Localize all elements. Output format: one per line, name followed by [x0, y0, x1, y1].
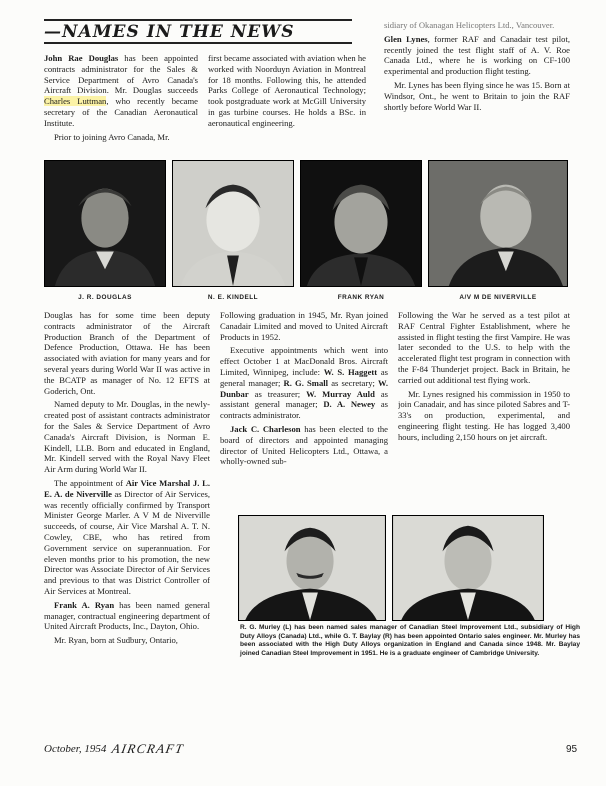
- douglas-paragraph: [44, 53, 198, 129]
- douglas-career-paragraph: first became associated with aviation when he worked with Noorduyn Aviation in Montreal for 18 months. Following this, he attended Parks College of Aeronautical Technology; took postgraduate work at McGill University in gas turbine courses. He holds a BSc. in aeronautical engineering.: [208, 53, 366, 128]
- de-niverville-intro: The appointment of: [54, 477, 126, 488]
- caption-douglas: J. R. DOUGLAS: [78, 294, 132, 301]
- caption-de-niverville: A/V M DE NIVERVILLE: [459, 294, 537, 301]
- haggett-role: as general manager;: [220, 366, 388, 388]
- photo-baylay-image: [393, 516, 543, 620]
- portrait-douglas-image: [45, 161, 165, 286]
- auld-name: W. Murray Auld: [306, 388, 375, 399]
- page-number: 95: [566, 744, 578, 755]
- douglas-background: Douglas has for some time been deputy contracts administrator of the Aircraft Production Branch of the Department of Defence Production, Ottawa. He has been associated with aviation for many years and for several years during World War II was active in the BCATP as manager of No. 12 EFTS at Goderich, Ont.: [44, 310, 210, 396]
- caption-kindell: N. E. KINDELL: [207, 294, 259, 301]
- carryover-line: sidiary of Okanagan Helicopters Ltd., Vancouver.: [384, 20, 555, 30]
- portrait-ryan: [300, 160, 422, 287]
- lynes-canadair-paragraph: Mr. Lynes resigned his commission in 1950 to join Canadair, and has since piloted Sabres and T-33's on production, experimental, and engineering flight testing. He has logged 3,400 hours, including 2,150 hours on jet aircraft.: [398, 388, 570, 442]
- douglas-paragraph-2: [44, 132, 198, 143]
- portrait-kindell: [172, 160, 294, 287]
- de-niverville-text: as Director of Air Services, was recently officially confirmed by Transport Minister George Marler. A V M de Niverville succeeds, of course, Air Vice Marshal A. T. N. Cowley, CBE, who has retired from Government service on superannuation. For eleven months prior to his promotion, the new Director was Associate Director of Air Services and previous to that was District Controller of Air Services at Montreal.: [44, 488, 210, 596]
- bottom-column-3: [398, 310, 570, 508]
- top-column-2: [208, 53, 366, 149]
- small-name: R. G. Small: [283, 377, 329, 388]
- portrait-douglas: [44, 160, 166, 287]
- duo-photo-caption: R. G. Murley (L) has been named sales manager of Canadian Steel Improvement Ltd., subsidiary of High Duty Alloys (Canada) Ltd., while G. T. Baylay (R) has been appointed Ontario sales engineer. Mr. Murley has been associated with the High Duty Alloys organization in England and Canada since 1948. Mr. Baylay joined Canadian Steel Improvement in 1951. He is a graduate engineer of Cambridge University.: [240, 624, 580, 657]
- portrait-de-niverville-image: [429, 161, 567, 286]
- lynes-paragraph: [384, 34, 570, 77]
- top-column-1: [44, 53, 198, 149]
- douglas-text: has been appointed contracts administrator for the Sales & Service Department of Avro Canada's Aircraft Division. Mr. Douglas succeeds: [44, 53, 198, 96]
- photo-murley: [238, 515, 386, 621]
- macdonald-paragraph: [220, 345, 388, 421]
- portrait-kindell-image: [173, 161, 293, 286]
- ryan-name: Frank A. Ryan: [54, 599, 115, 610]
- issue-date: October, 1954: [44, 743, 107, 755]
- lynes-war-paragraph: Following the War he served as a test pilot at RAF Central Fighter Establishment, where he assisted in flight testing the first Vampire. He was later seconded to the U.S. to help with the accelerated flight test program in connection with the F-84 Thunderjet project. Back in Britain, he carried out additional test flying work.: [398, 310, 570, 385]
- magazine-name: AIRCRAFT: [110, 741, 186, 756]
- top-column-3: [384, 20, 570, 148]
- macdonald-intro: Executive appointments which went into effect October 1 at MacDonald Bros. Aircraft Limited, Winnipeg, include:: [220, 345, 388, 377]
- kindell-paragraph: Named deputy to Mr. Douglas, in the newly-created post of assistant contracts administrator for the Sales & Service Department of Avro Canada's Aircraft Division, is Norman E. Kindell, LLB. Born and educated in England, Mr. Kindell served with the Royal Navy Fleet Air Arm during World War II.: [44, 399, 210, 475]
- lynes-paragraph-2: Mr. Lynes has been flying since he was 15. Born at Windsor, Ont., he went to Britain to join the RAF shortly before World War II.: [384, 79, 570, 112]
- douglas-name: John Rae Douglas: [44, 53, 119, 63]
- ryan-paragraph-2: Mr. Ryan, born at Sudbury, Ontario,: [54, 635, 178, 646]
- de-niverville-paragraph: [44, 478, 210, 597]
- ryan-graduation: Following graduation in 1945, Mr. Ryan joined Canadair Limited and moved to United Aircraft Products in 1952.: [220, 310, 388, 342]
- section-title: —NAMES IN THE NEWS: [44, 21, 295, 42]
- ryan-paragraph: [44, 600, 210, 632]
- section-banner: [44, 19, 352, 44]
- photo-baylay: [392, 515, 544, 621]
- bottom-column-1: [44, 310, 210, 740]
- lynes-name: Glen Lynes: [384, 33, 428, 44]
- charleson-name: Jack C. Charleson: [230, 423, 301, 434]
- auld-role: as assistant general manager;: [220, 388, 388, 410]
- portrait-ryan-image: [301, 161, 421, 286]
- luttman-highlight: Charles Luttman: [44, 96, 107, 107]
- photo-murley-image: [239, 516, 385, 620]
- charleson-text: has been elected to the board of directors and appointed managing director of United Helicopters Ltd., Ottawa, a wholly-owned sub-: [220, 423, 388, 467]
- newey-name: D. A. Newey: [323, 399, 376, 410]
- newey-role: as contracts administrator.: [220, 399, 388, 421]
- lynes-text: , former RAF and Canadair test pilot, recently joined the test flight staff of A. V. Roe Canada Ltd., where he is working on CF-100 experimental and production flight testing.: [384, 33, 570, 77]
- de-niverville-name: Air Vice Marshal J. L. E. A. de Niverville: [44, 477, 210, 499]
- haggett-name: W. S. Haggett: [323, 366, 378, 377]
- ryan-text: has been named general manager, contractual engineering department of United Aircraft Products, Inc., Dayton, Ohio.: [44, 599, 210, 632]
- bottom-column-2: [220, 310, 388, 508]
- douglas-continued: Prior to joining Avro Canada, Mr.: [54, 131, 170, 142]
- portrait-de-niverville: [428, 160, 568, 287]
- small-role: as secretary;: [328, 377, 379, 388]
- dunbar-role: as treasurer;: [248, 388, 307, 399]
- caption-ryan: FRANK RYAN: [337, 294, 385, 301]
- dunbar-name: W. Dunbar: [220, 377, 388, 399]
- douglas-text-2: , who recently became secretary of the Canadian Aeronautical Institute.: [44, 96, 198, 128]
- charleson-paragraph: [220, 424, 388, 467]
